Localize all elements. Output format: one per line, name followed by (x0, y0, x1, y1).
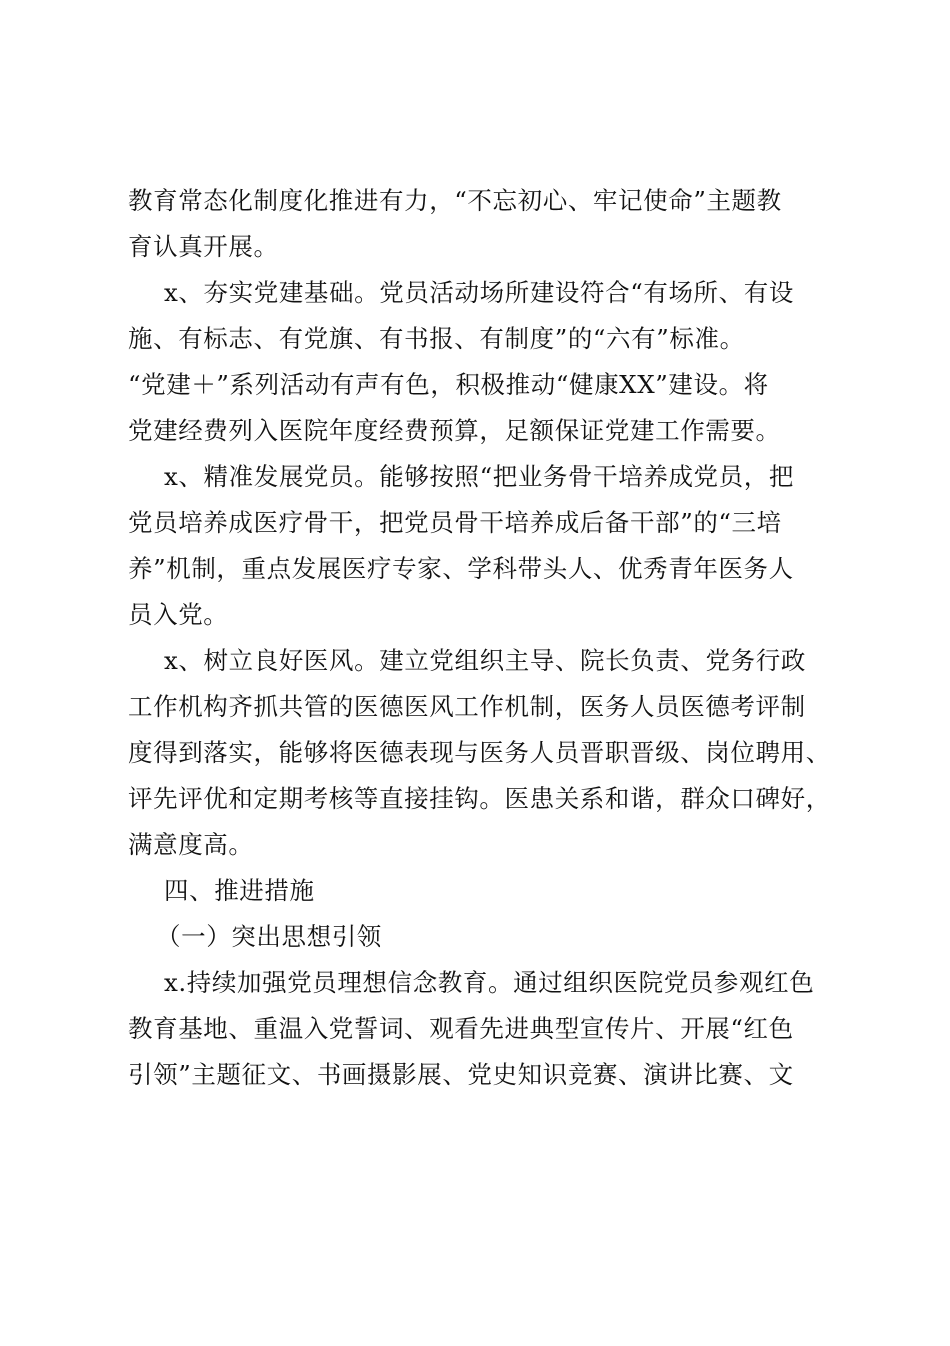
text-line: 养”机制，重点发展医疗专家、学科带头人、优秀青年医务人 (128, 554, 794, 583)
text-line: 党建经费列入医院年度经费预算，足额保证党建工作需要。 (128, 416, 781, 445)
subsection-heading: （一）突出思想引领 (156, 922, 382, 951)
text-line: 施、有标志、有党旗、有书报、有制度”的“六有”标准。 (128, 324, 745, 353)
text-line: 党员培养成医疗骨干，把党员骨干培养成后备干部”的“三培 (128, 508, 782, 537)
text-line: 教育常态化制度化推进有力，“不忘初心、牢记使命”主题教 (128, 186, 782, 215)
text-line: 工作机构齐抓共管的医德医风工作机制，医务人员医德考评制 (128, 692, 806, 721)
document-body (128, 178, 831, 1098)
paragraph-heading-line: x.持续加强党员理想信念教育。通过组织医院党员参观红色 (164, 968, 815, 997)
text-line: 育认真开展。 (128, 232, 279, 261)
text-line: 度得到落实，能够将医德表现与医务人员晋职晋级、岗位聘用、 (128, 738, 831, 767)
section-heading: 四、推进措施 (164, 876, 315, 905)
paragraph-heading-line: x、树立良好医风。建立党组织主导、院长负责、党务行政 (164, 646, 806, 675)
text-line: 满意度高。 (128, 830, 254, 859)
paragraph-heading-line: x、精准发展党员。能够按照“把业务骨干培养成党员，把 (164, 462, 794, 491)
paragraph-heading-line: x、夯实党建基础。党员活动场所建设符合“有场所、有设 (164, 278, 794, 307)
text-line: “党建＋”系列活动有声有色，积极推动“健康XX”建设。将 (128, 370, 769, 399)
text-line: 教育基地、重温入党誓词、观看先进典型宣传片、开展“红色 (128, 1014, 794, 1043)
text-line: 引领”主题征文、书画摄影展、党史知识竞赛、演讲比赛、文 (128, 1060, 794, 1089)
text-line: 员入党。 (128, 600, 229, 629)
text-line: 评先评优和定期考核等直接挂钩。医患关系和谐，群众口碑好， (128, 784, 831, 813)
